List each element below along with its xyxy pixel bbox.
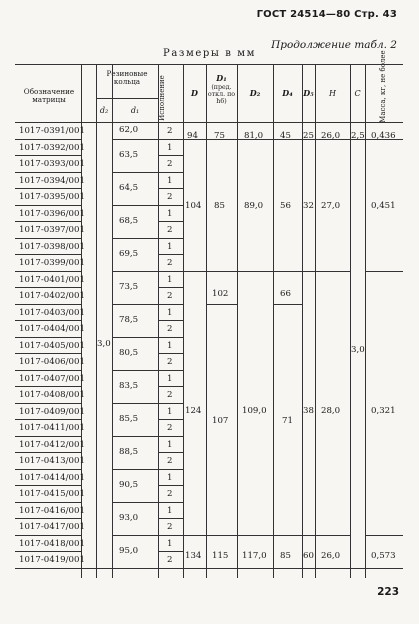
table-row-designation: 1017-0407/001 <box>19 373 85 384</box>
row-rule <box>15 419 81 420</box>
g4-mass: 0,573 <box>371 551 396 561</box>
d2-value: 3,0 <box>97 339 111 349</box>
table-row-execution: 2 <box>167 357 173 367</box>
table-row-designation: 1017-0391/001 <box>19 126 85 136</box>
g3-mass: 0,321 <box>371 406 396 416</box>
table-row-d1: 95,0 <box>119 546 139 556</box>
table-row-execution: 2 <box>167 390 173 400</box>
col-C-header: C <box>354 89 361 98</box>
row-rule <box>158 485 183 486</box>
row-rule <box>15 403 81 404</box>
g1-D: 94 <box>187 131 198 141</box>
table-row-execution: 1 <box>167 505 173 516</box>
row-rule <box>15 452 81 453</box>
row-rule <box>158 419 183 420</box>
table-row-execution: 2 <box>167 159 173 169</box>
table-row-d1: 85,5 <box>119 414 139 424</box>
g4-D: 134 <box>185 551 202 561</box>
table-row-designation: 1017-0395/001 <box>19 192 85 202</box>
col-D5-header: D₅ <box>303 88 314 98</box>
continuation-note: Продолжение табл. 2 <box>271 39 397 51</box>
table-row-d1: 90,5 <box>119 480 139 490</box>
g3-D2: 109,0 <box>242 406 267 416</box>
header-bottom-rule <box>15 122 403 123</box>
table-row-d1: 69,5 <box>119 249 139 259</box>
g2-H: 27,0 <box>321 201 341 211</box>
D1-split-rule <box>206 304 237 305</box>
d1-rule <box>112 238 158 239</box>
table-row-designation: 1017-0411/001 <box>19 423 85 433</box>
d1-rule <box>112 172 158 173</box>
row-rule <box>158 271 183 272</box>
table-row-execution: 1 <box>167 307 173 318</box>
running-title: ГОСТ 24514—80 Стр. 43 <box>256 9 397 20</box>
row-rule <box>158 155 183 156</box>
C-value-shared: 3,0 <box>351 345 365 355</box>
row-rule <box>158 370 183 371</box>
g1-mass: 0,436 <box>371 131 396 141</box>
group-rule <box>183 271 350 272</box>
row-rule <box>158 386 183 387</box>
table-row-d1: 78,5 <box>119 315 139 325</box>
col-execution-header: Исполнение <box>158 75 166 121</box>
table-row-designation: 1017-0417/001 <box>19 522 85 532</box>
table-row-d1: 88,5 <box>119 447 139 457</box>
table-bottom-rule <box>15 568 403 569</box>
g4-D2: 117,0 <box>242 551 267 561</box>
table-row-designation: 1017-0414/001 <box>19 472 85 483</box>
column-rule <box>302 64 303 578</box>
g4-D4: 85 <box>280 551 291 561</box>
row-rule <box>15 502 81 503</box>
row-rule <box>158 469 183 470</box>
col-D1-tolerance: (пред. откл. по h6) <box>207 84 236 106</box>
g2-D4: 56 <box>280 201 291 211</box>
row-rule <box>158 551 183 552</box>
g2-D5: 32 <box>303 201 314 211</box>
col-D2-header: D₂ <box>249 88 261 98</box>
group-rule <box>365 535 403 536</box>
table-row-execution: 1 <box>167 439 173 450</box>
g3-D4-b: 71 <box>282 416 293 426</box>
row-rule <box>158 287 183 288</box>
table-row-designation: 1017-0403/001 <box>19 307 85 318</box>
g1-D5: 25 <box>303 131 314 141</box>
row-rule <box>158 172 183 173</box>
table-row-d1: 83,5 <box>119 381 139 391</box>
g4-H: 26,0 <box>321 551 341 561</box>
row-rule <box>158 403 183 404</box>
table-row-execution: 1 <box>167 373 173 384</box>
page-number: 223 <box>377 586 399 598</box>
row-rule <box>15 535 81 536</box>
g1-D4: 45 <box>280 131 291 141</box>
table-row-d1: 73,5 <box>119 282 139 292</box>
D4-split-rule <box>273 304 302 305</box>
table-row-d1: 93,0 <box>119 513 139 523</box>
row-rule <box>15 469 81 470</box>
row-rule <box>158 518 183 519</box>
g2-D2: 89,0 <box>244 201 264 211</box>
g3-D1-b: 107 <box>212 416 229 426</box>
g4-D5: 60 <box>303 551 314 561</box>
d1-rule <box>112 535 158 536</box>
row-rule <box>15 436 81 437</box>
col-d2-header: d₂ <box>99 106 109 115</box>
table-row-designation: 1017-0394/001 <box>19 175 85 186</box>
column-rule <box>365 64 366 578</box>
table-row-designation: 1017-0393/001 <box>19 159 85 169</box>
row-rule <box>158 353 183 354</box>
g3-D1-a: 102 <box>212 289 229 299</box>
table-row-execution: 2 <box>167 192 173 202</box>
d1-rule <box>112 271 158 272</box>
g3-D: 124 <box>185 406 202 416</box>
row-rule <box>158 535 183 536</box>
col-D-header: D <box>191 88 198 98</box>
row-rule <box>15 139 81 140</box>
table-row-execution: 1 <box>167 142 173 153</box>
table-row-execution: 2 <box>167 324 173 334</box>
row-rule <box>15 304 81 305</box>
col-designation-header: Обозначение матрицы <box>23 87 75 105</box>
column-rule <box>273 64 274 578</box>
table-row-execution: 2 <box>167 522 173 532</box>
g1-D2: 81,0 <box>244 131 264 141</box>
g1-C: 2,5 <box>351 131 365 141</box>
table-row-execution: 2 <box>167 555 173 565</box>
rings-subheader-rule <box>96 98 158 99</box>
column-rule <box>81 64 82 578</box>
table-row-execution: 1 <box>167 241 173 252</box>
row-rule <box>158 221 183 222</box>
table-row-execution: 1 <box>167 406 173 417</box>
col-rings-header: Резиновые кольца <box>106 69 148 87</box>
row-rule <box>15 337 81 338</box>
row-rule <box>158 436 183 437</box>
row-rule <box>15 271 81 272</box>
units-caption: Размеры в мм <box>163 48 256 59</box>
g3-D4-a: 66 <box>280 289 291 299</box>
row-rule <box>158 188 183 189</box>
g4-D1: 115 <box>212 551 229 561</box>
table-top-rule <box>15 64 403 65</box>
group-rule <box>183 535 350 536</box>
table-row-execution: 2 <box>167 126 173 136</box>
col-d1-header: d₁ <box>130 106 140 115</box>
table-row-execution: 2 <box>167 258 173 268</box>
column-rule <box>183 64 184 578</box>
table-row-execution: 2 <box>167 456 173 466</box>
row-rule <box>158 139 183 140</box>
row-rule <box>158 337 183 338</box>
row-rule <box>158 320 183 321</box>
d1-rule <box>112 436 158 437</box>
table-row-d1: 80,5 <box>119 348 139 358</box>
column-rule <box>350 64 351 578</box>
row-rule <box>15 485 81 486</box>
table-row-execution: 2 <box>167 291 173 301</box>
table-row-execution: 2 <box>167 423 173 433</box>
table-row-designation: 1017-0408/001 <box>19 390 85 400</box>
row-rule <box>158 238 183 239</box>
row-rule <box>15 518 81 519</box>
row-rule <box>158 502 183 503</box>
table-row-execution: 1 <box>167 472 173 483</box>
row-rule <box>15 353 81 354</box>
col-mass-header: Масса, кг, не более <box>379 50 388 123</box>
g2-D: 104 <box>185 201 202 211</box>
g1-H: 26,0 <box>321 131 341 141</box>
col-D1-header: D₁ <box>216 73 227 83</box>
d1-rule <box>112 139 158 140</box>
row-rule <box>15 254 81 255</box>
row-rule <box>15 287 81 288</box>
g3-H: 28,0 <box>321 406 341 416</box>
column-rule <box>315 64 316 578</box>
row-rule <box>15 386 81 387</box>
group-rule <box>183 139 350 140</box>
group-rule <box>365 271 403 272</box>
d1-rule <box>112 469 158 470</box>
g2-D1: 85 <box>214 201 225 211</box>
d1-rule <box>112 337 158 338</box>
C-rule <box>350 139 365 140</box>
col-H-header: H <box>329 89 336 98</box>
table-row-designation: 1017-0415/001 <box>19 489 85 499</box>
table-row-d1: 63,5 <box>119 150 139 160</box>
row-rule <box>15 238 81 239</box>
table-row-execution: 1 <box>167 208 173 219</box>
row-rule <box>158 254 183 255</box>
row-rule <box>15 221 81 222</box>
table-row-execution: 1 <box>167 340 173 351</box>
d1-rule <box>112 370 158 371</box>
d1-rule <box>112 403 158 404</box>
table-row-execution: 1 <box>167 175 173 186</box>
row-rule <box>158 452 183 453</box>
row-rule <box>15 205 81 206</box>
g2-mass: 0,451 <box>371 201 396 211</box>
row-rule <box>15 188 81 189</box>
row-rule <box>15 370 81 371</box>
table-row-execution: 2 <box>167 225 173 235</box>
table-row-execution: 2 <box>167 489 173 499</box>
row-rule <box>158 304 183 305</box>
table-row-designation: 1017-0396/001 <box>19 208 85 219</box>
table-row-designation: 1017-0402/001 <box>19 291 85 301</box>
d1-rule <box>112 502 158 503</box>
table-row-designation: 1017-0404/001 <box>19 324 85 334</box>
column-rule <box>206 64 207 578</box>
group-rule <box>365 139 403 140</box>
row-rule <box>15 551 81 552</box>
column-rule <box>237 64 238 578</box>
g3-D5: 38 <box>303 406 314 416</box>
table-row-execution: 1 <box>167 538 173 549</box>
table-row-designation: 1017-0397/001 <box>19 225 85 235</box>
g1-D1: 75 <box>214 131 225 141</box>
row-rule <box>15 172 81 173</box>
row-rule <box>15 320 81 321</box>
table-row-designation: 1017-0401/001 <box>19 274 85 285</box>
column-rule <box>96 64 97 578</box>
table-row-designation: 1017-0398/001 <box>19 241 85 252</box>
table-row-designation: 1017-0418/001 <box>19 538 85 549</box>
row-rule <box>158 205 183 206</box>
table-row-execution: 1 <box>167 274 173 285</box>
table-row-designation: 1017-0409/001 <box>19 406 85 417</box>
d1-rule <box>112 304 158 305</box>
table-row-designation: 1017-0399/001 <box>19 258 85 268</box>
table-row-designation: 1017-0405/001 <box>19 340 85 351</box>
table-row-designation: 1017-0392/001 <box>19 142 85 153</box>
table-row-d1: 68,5 <box>119 216 139 226</box>
table-row-designation: 1017-0412/001 <box>19 439 85 450</box>
table-row-designation: 1017-0416/001 <box>19 505 85 516</box>
table-row-designation: 1017-0413/001 <box>19 456 85 466</box>
col-D4-header: D₄ <box>282 88 293 98</box>
d1-rule <box>112 205 158 206</box>
table-row-d1: 62,0 <box>119 125 139 136</box>
table-row-designation: 1017-0419/001 <box>19 555 85 565</box>
table-row-d1: 64,5 <box>119 183 139 193</box>
table-row-designation: 1017-0406/001 <box>19 357 85 367</box>
row-rule <box>15 155 81 156</box>
